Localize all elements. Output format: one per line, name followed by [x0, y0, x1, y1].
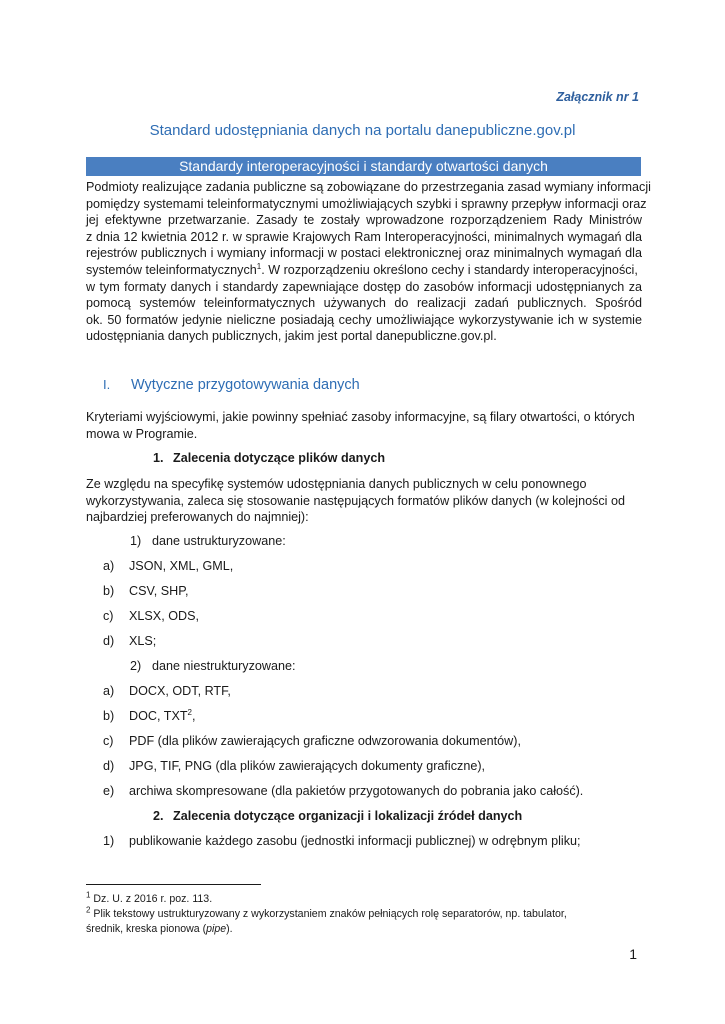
footnote-1 [86, 892, 212, 906]
list-item [103, 559, 233, 573]
list-text: dane ustrukturyzowane: [152, 534, 286, 548]
list-group-unstructured [130, 659, 296, 673]
intro-text: systemów teleinformatycznych [86, 262, 257, 277]
intro-line: rejestrów publicznych i wymiany informacji w postaci elektronicznej oraz minimalnych wymagań dla [86, 246, 642, 261]
footnote-text: Dz. U. z 2016 r. poz. 113. [90, 893, 213, 905]
list-text: , [192, 709, 196, 723]
list-marker: a) [103, 559, 115, 573]
footnote-text: Plik tekstowy ustrukturyzowany z wykorzystaniem znaków pełniących rolę separatorów, np. tabulator, [90, 908, 567, 920]
intro-text: . W rozporządzeniu określono cechy i standardy interoperacyjności, [261, 262, 638, 277]
heading-guidelines [103, 377, 360, 393]
intro-line [86, 262, 642, 279]
list-item [103, 759, 485, 773]
formats-line: wykorzystywania, zaleca się stosowanie następujących formatów plików danych (w kolejności od [86, 493, 625, 508]
footnote-text: średnik, kreska pionowa ( [86, 923, 207, 935]
list-marker: c) [103, 734, 114, 748]
list-text: JSON, XML, GML, [129, 559, 234, 573]
list-item [103, 734, 521, 748]
list-group-structured [130, 534, 286, 548]
subheading-data-files [153, 451, 385, 465]
list-marker: b) [103, 584, 115, 598]
list-marker: d) [103, 634, 115, 648]
intro-paragraph [86, 179, 651, 345]
footnote-separator [86, 884, 261, 885]
subheading-number: 2. [153, 809, 164, 823]
document-title: Standard udostępniania danych na portalu danepubliczne.gov.pl [149, 122, 576, 139]
formats-line: najbardziej preferowanych do najmniej): [86, 510, 309, 525]
list-item [103, 834, 581, 848]
list-item [103, 584, 189, 598]
subheading-number: 1. [153, 451, 164, 465]
footnote-italic: pipe [206, 923, 227, 935]
footnote-2 [86, 907, 567, 921]
criteria-line: mowa w Programie. [86, 426, 198, 441]
intro-line: ok. 50 formatów jedynie nieliczne posiadają cechy umożliwiające wykorzystywanie ich w systemie [86, 312, 642, 327]
list-marker: 1) [130, 534, 142, 548]
list-text: JPG, TIF, PNG (dla plików zawierających dokumenty graficzne), [129, 759, 486, 773]
list-item [103, 609, 199, 623]
subheading-text: Zalecenia dotyczące organizacji i lokalizacji źródeł danych [173, 809, 523, 823]
subheading-text: Zalecenia dotyczące plików danych [173, 451, 386, 465]
formats-paragraph [86, 476, 642, 526]
intro-line: pomiędzy systemami teleinformatycznymi umożliwiających szybki i sprawny przepływ informacji oraz [86, 196, 647, 211]
list-marker: a) [103, 684, 115, 698]
list-text: XLSX, ODS, [129, 609, 199, 623]
intro-line: w tym formaty danych i standardy zapewniające dostęp do zasobów informacji udostępnianych za [86, 279, 642, 294]
annex-label: Załącznik nr 1 [556, 90, 639, 104]
intro-line: jej efektywne przetwarzanie. Zasady te zostały wprowadzone rozporządzeniem Rady Ministrów [86, 213, 642, 228]
list-text: DOCX, ODT, RTF, [129, 684, 231, 698]
footnote-number: 2 [86, 905, 91, 915]
list-text: DOC, TXT [129, 709, 188, 723]
formats-line: Ze względu na specyfikę systemów udostępniania danych publicznych w celu ponownego [86, 477, 587, 491]
list-marker: d) [103, 759, 115, 773]
list-item [103, 634, 156, 648]
list-text: PDF (dla plików zawierających graficzne odwzorowania dokumentów), [129, 734, 521, 748]
list-item [103, 684, 231, 698]
list-marker: 2) [130, 659, 142, 673]
list-text: publikowanie każdego zasobu (jednostki informacji publicznej) w odrębnym pliku; [129, 834, 581, 848]
list-marker: b) [103, 709, 115, 723]
list-text: archiwa skompresowane (dla pakietów przygotowanych do pobrania jako całość). [129, 784, 584, 798]
intro-line: Podmioty realizujące zadania publiczne są zobowiązane do przestrzegania zasad wymiany informacji [86, 180, 651, 194]
list-text: XLS; [129, 634, 157, 648]
footnote-ref-2[interactable]: 2 [187, 707, 192, 717]
footnote-2-continued [86, 922, 233, 936]
list-marker: 1) [103, 834, 115, 848]
list-text: CSV, SHP, [129, 584, 189, 598]
footnote-number: 1 [86, 890, 91, 900]
intro-line: udostępniania danych publicznych, jakim jest portal danepubliczne.gov.pl. [86, 329, 497, 344]
list-marker: c) [103, 609, 114, 623]
criteria-line: Kryteriami wyjściowymi, jakie powinny spełniać zasoby informacyjne, są filary otwartości, o których [86, 410, 635, 424]
list-item [103, 784, 583, 798]
heading-number: I. [103, 377, 111, 392]
section-heading-bar: Standardy interoperacyjności i standardy otwartości danych [86, 157, 641, 176]
criteria-paragraph [86, 409, 642, 442]
intro-line: pomocą systemów teleinformatycznych używanych do realizacji zadań publicznych. Spośród [86, 296, 642, 311]
page-number: 1 [629, 946, 637, 962]
list-marker: e) [103, 784, 115, 798]
footnote-text: ). [226, 923, 233, 935]
intro-line: z dnia 12 kwietnia 2012 r. w sprawie Krajowych Ram Interoperacyjności, minimalnych wymagań dla [86, 229, 642, 244]
list-item [103, 709, 196, 723]
subheading-sources [153, 809, 522, 823]
list-text: dane niestrukturyzowane: [152, 659, 296, 673]
heading-text: Wytyczne przygotowywania danych [131, 377, 360, 393]
footnote-ref-1[interactable]: 1 [256, 261, 262, 271]
